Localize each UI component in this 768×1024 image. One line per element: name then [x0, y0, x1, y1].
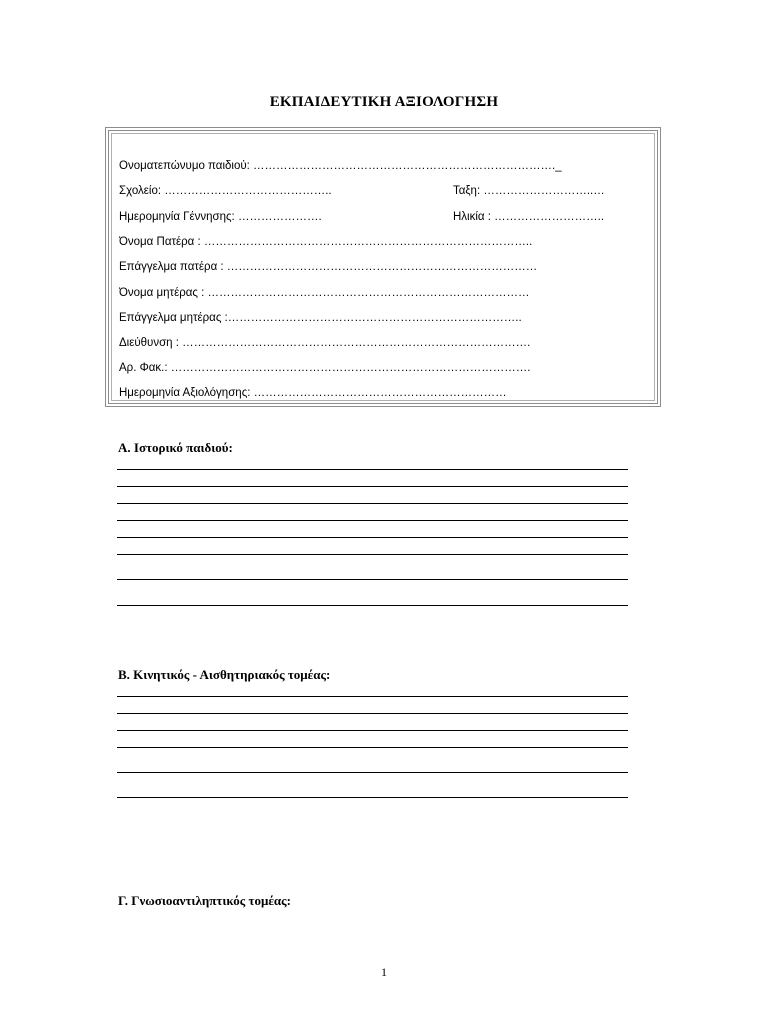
- student-info-box: [105, 127, 661, 407]
- father-occupation-field[interactable]: Επάγγελμα πατέρα : ………………………………………………………………………: [119, 261, 538, 273]
- writing-line[interactable]: [117, 747, 628, 748]
- writing-line[interactable]: [117, 730, 628, 731]
- file-number-field[interactable]: Αρ. Φακ.: ………………………………………………………………………………….: [119, 362, 531, 374]
- address-field[interactable]: Διεύθυνση : ……………………………………………………………………………….: [119, 337, 531, 349]
- document-title: ΕΚΠΑΙΔΕΥΤΙΚΗ ΑΞΙΟΛΟΓΗΣΗ: [269, 94, 499, 110]
- writing-line[interactable]: [117, 520, 628, 521]
- age-field[interactable]: Ηλικία : ………………………..: [453, 211, 605, 223]
- child-name-field[interactable]: Ονοματεπώνυμο παιδιού: ……………………………………………………………………._: [119, 160, 562, 172]
- writing-line[interactable]: [117, 486, 628, 487]
- section-a-heading: Α. Ιστορικό παιδιού:: [118, 440, 233, 455]
- evaluation-date-field[interactable]: Ημερομηνία Αξιολόγησης: …………………………………………………………: [119, 387, 507, 399]
- school-field[interactable]: Σχολείο: ……………………………………..: [119, 185, 332, 197]
- class-field[interactable]: Ταξη: ………………………..…: [453, 185, 605, 197]
- mother-name-field[interactable]: Όνομα μητέρας : …………………………………………………………………………: [119, 287, 530, 299]
- father-name-field[interactable]: Όνομα Πατέρα : …………………………………………………………………………..: [119, 236, 533, 248]
- section-c-heading: Γ. Γνωσιοαντιληπτικός τομέας:: [118, 893, 291, 908]
- section-b-heading: Β. Κινητικός - Αισθητηριακός τομέας:: [118, 667, 331, 682]
- birth-date-field[interactable]: Ημερομηνία Γέννησης: ………………….: [119, 211, 322, 223]
- writing-line[interactable]: [117, 537, 628, 538]
- writing-line[interactable]: [117, 579, 628, 580]
- page-number: 1: [381, 965, 387, 979]
- writing-line[interactable]: [117, 797, 628, 798]
- writing-line[interactable]: [117, 554, 628, 555]
- mother-occupation-field[interactable]: Επάγγελμα μητέρας :…………………………………………………………………..: [119, 312, 522, 324]
- writing-line[interactable]: [117, 503, 628, 504]
- writing-line[interactable]: [117, 469, 628, 470]
- writing-line[interactable]: [117, 696, 628, 697]
- writing-line[interactable]: [117, 713, 628, 714]
- writing-line[interactable]: [117, 772, 628, 773]
- writing-line[interactable]: [117, 605, 628, 606]
